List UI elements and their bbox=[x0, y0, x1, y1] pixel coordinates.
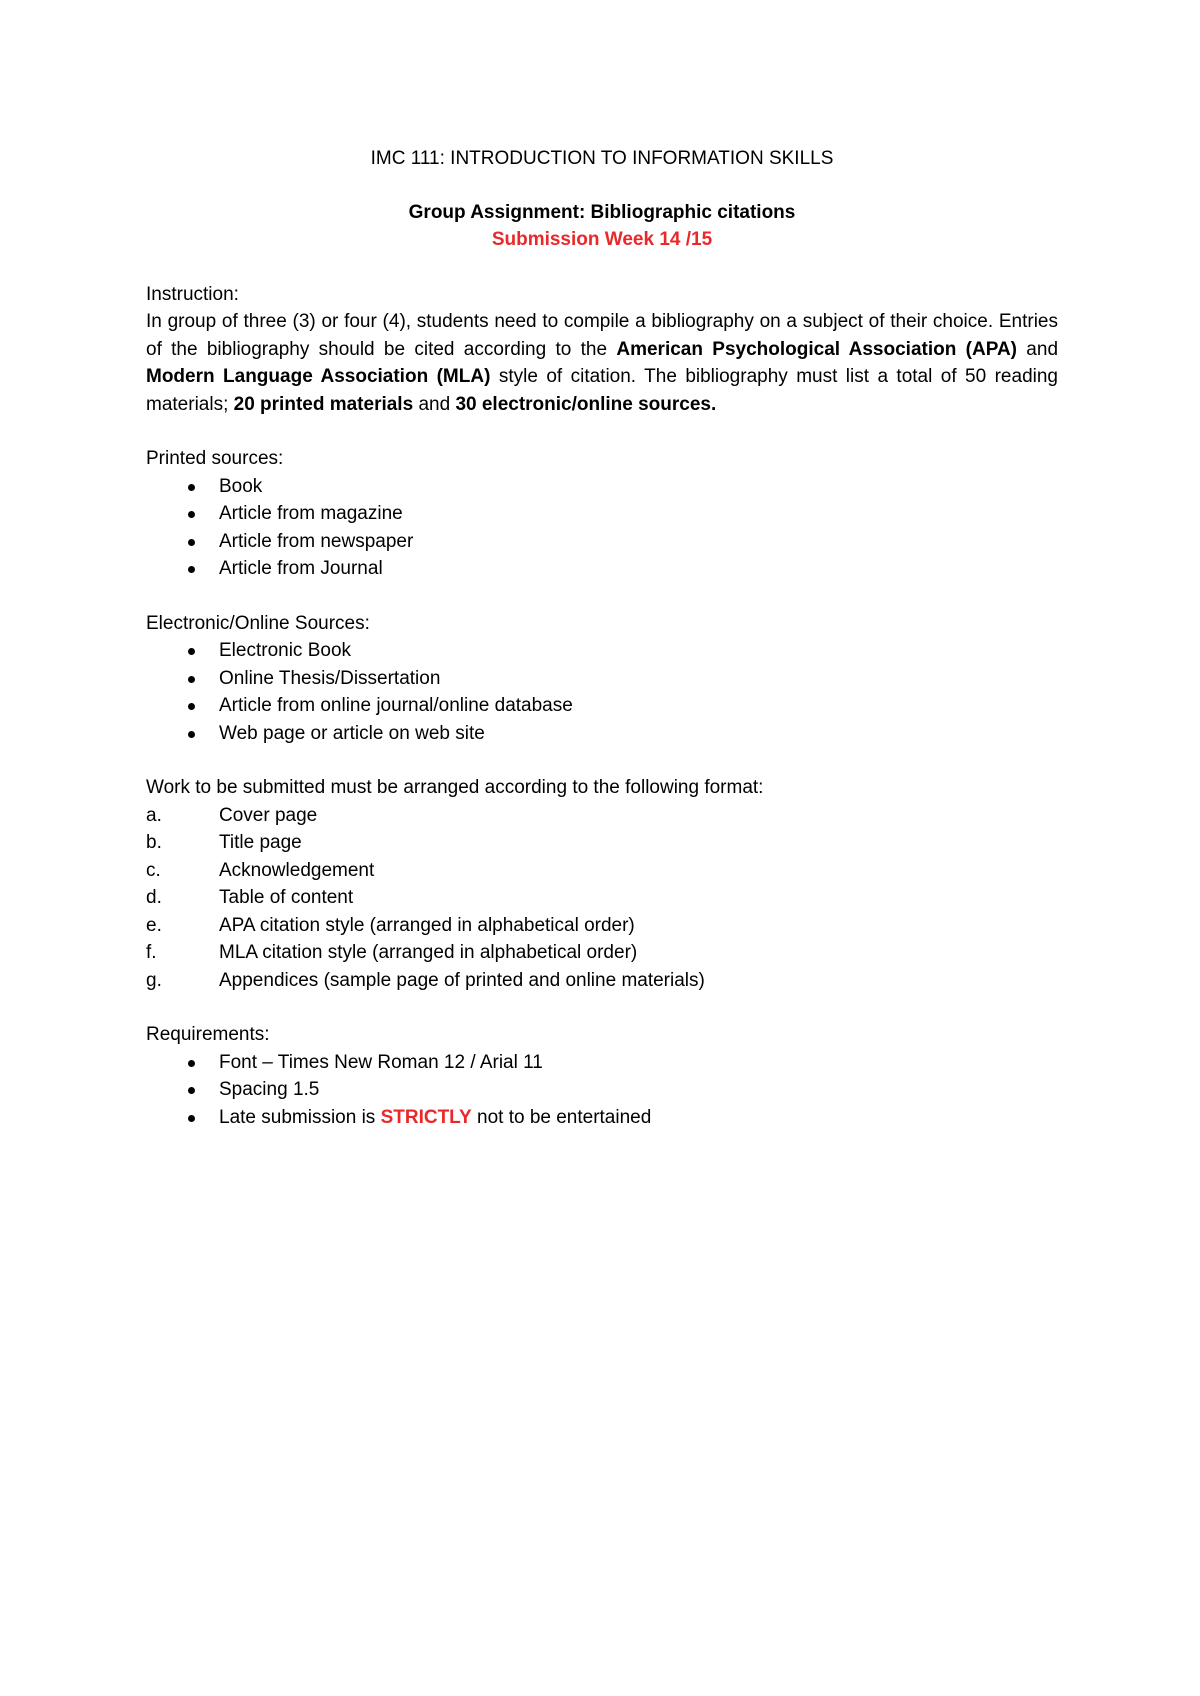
printed-count: 20 printed materials bbox=[233, 393, 414, 415]
list-item-text: Appendices (sample page of printed and online materials) bbox=[219, 969, 705, 991]
late-text-post: not to be entertained bbox=[471, 1106, 652, 1128]
list-item bbox=[146, 1049, 1058, 1077]
list-item-text: Cover page bbox=[219, 804, 318, 826]
instruction-text-1: In group of three (3) or four (4), students need to compile a bibliography on a subject of their choice. Entries of the bibliography should be cited according to the bbox=[146, 311, 1058, 360]
list-item-text: Article from Journal bbox=[219, 558, 383, 579]
bullet-icon bbox=[188, 484, 195, 491]
list-item bbox=[146, 692, 1058, 720]
printed-sources-section bbox=[146, 445, 1058, 583]
list-item bbox=[146, 912, 1058, 940]
online-count: 30 electronic/online sources bbox=[455, 393, 711, 415]
requirements-list bbox=[146, 1049, 1058, 1132]
list-item bbox=[146, 857, 1058, 885]
list-item bbox=[146, 637, 1058, 665]
list-item bbox=[146, 967, 1058, 995]
bullet-icon bbox=[188, 1115, 195, 1122]
electronic-sources-section bbox=[146, 610, 1058, 748]
list-letter: e. bbox=[146, 914, 162, 936]
requirements-section bbox=[146, 1021, 1058, 1131]
list-item-text: APA citation style (arranged in alphabetical order) bbox=[219, 914, 635, 936]
list-letter: g. bbox=[146, 969, 162, 991]
bullet-icon bbox=[188, 1087, 195, 1094]
list-letter: b. bbox=[146, 832, 162, 853]
bullet-icon bbox=[188, 511, 195, 518]
list-letter: a. bbox=[146, 804, 162, 826]
printed-sources-list bbox=[146, 473, 1058, 583]
document-body bbox=[146, 145, 1058, 1131]
list-item bbox=[146, 665, 1058, 693]
list-item-text: Electronic Book bbox=[219, 640, 352, 661]
electronic-sources-list bbox=[146, 637, 1058, 747]
list-item-text: Article from magazine bbox=[219, 503, 403, 524]
printed-sources-label: Printed sources: bbox=[146, 448, 284, 469]
instruction-text-2: and bbox=[1017, 338, 1059, 360]
list-item-text: Online Thesis/Dissertation bbox=[219, 667, 441, 689]
bullet-icon bbox=[188, 676, 195, 683]
list-letter: d. bbox=[146, 887, 162, 908]
list-item-text: Article from newspaper bbox=[219, 530, 414, 552]
bullet-icon bbox=[188, 731, 195, 738]
electronic-sources-label: Electronic/Online Sources: bbox=[146, 612, 370, 634]
mla-name: Modern Language Association (MLA) bbox=[146, 366, 491, 387]
instruction-label: Instruction: bbox=[146, 283, 239, 305]
bullet-icon bbox=[188, 1060, 195, 1067]
instruction-text-5: . bbox=[710, 393, 717, 415]
list-item bbox=[146, 528, 1058, 556]
list-item-text: MLA citation style (arranged in alphabetical order) bbox=[219, 942, 638, 963]
list-item bbox=[146, 555, 1058, 583]
bullet-icon bbox=[188, 539, 195, 546]
course-title: IMC 111: INTRODUCTION TO INFORMATION SKILLS bbox=[370, 148, 834, 169]
format-label: Work to be submitted must be arranged according to the following format: bbox=[146, 777, 764, 798]
list-item bbox=[146, 802, 1058, 830]
apa-name: American Psychological Association (APA) bbox=[616, 338, 1017, 360]
bullet-icon bbox=[188, 648, 195, 655]
list-item-text: Book bbox=[219, 475, 263, 497]
list-item bbox=[146, 939, 1058, 967]
list-item bbox=[146, 884, 1058, 912]
instruction-text-4: and bbox=[413, 393, 456, 415]
font-requirement: Font – Times New Roman 12 / Arial 11 bbox=[219, 1051, 543, 1073]
instruction-text-3: style of citation. The bibliography must list a total of 50 reading materials; bbox=[146, 366, 1058, 415]
strictly-emphasis: STRICTLY bbox=[380, 1106, 472, 1128]
bullet-icon bbox=[188, 703, 195, 710]
bullet-icon bbox=[188, 566, 195, 573]
list-item bbox=[146, 1076, 1058, 1104]
list-item-text: Article from online journal/online database bbox=[219, 695, 573, 716]
list-item-text: Title page bbox=[219, 832, 302, 853]
spacing-requirement: Spacing 1.5 bbox=[219, 1079, 320, 1100]
list-item bbox=[146, 720, 1058, 748]
assignment-title: Group Assignment: Bibliographic citations bbox=[408, 201, 796, 223]
list-item-text: Web page or article on web site bbox=[219, 722, 485, 744]
list-letter: f. bbox=[146, 942, 157, 963]
format-list bbox=[146, 802, 1058, 995]
list-item bbox=[146, 1104, 1058, 1132]
list-item-text: Acknowledgement bbox=[219, 859, 375, 881]
requirements-label: Requirements: bbox=[146, 1024, 270, 1045]
late-text-pre: Late submission is bbox=[219, 1106, 381, 1128]
list-item bbox=[146, 473, 1058, 501]
submission-week: Submission Week 14 /15 bbox=[491, 229, 713, 250]
format-section bbox=[146, 774, 1058, 994]
list-letter: c. bbox=[146, 859, 161, 881]
list-item-text: Table of content bbox=[219, 887, 354, 908]
list-item bbox=[146, 829, 1058, 857]
list-item bbox=[146, 500, 1058, 528]
instruction-paragraph bbox=[146, 308, 1058, 418]
